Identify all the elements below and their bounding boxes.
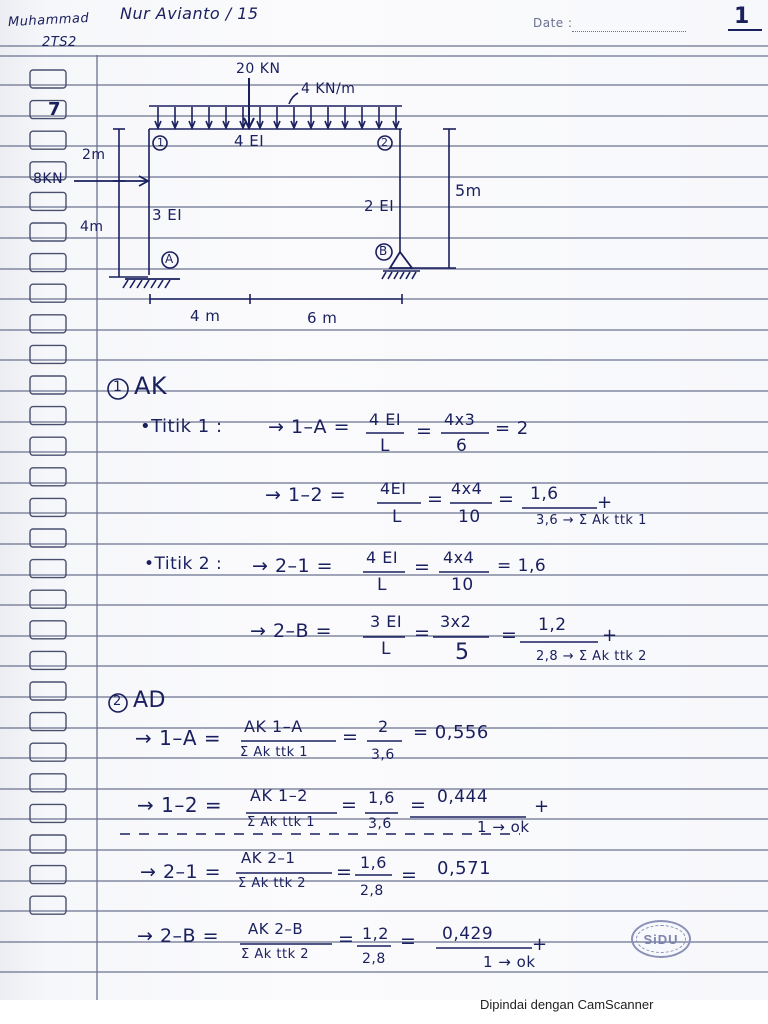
ad-1A-num2: 2 xyxy=(378,717,389,736)
ad-12-num: AK 1–2 xyxy=(250,786,308,805)
ad-sum2-plus: + xyxy=(532,934,548,955)
horizontal-load-label: 8KN xyxy=(33,171,64,187)
student-name: Muhammad xyxy=(7,10,90,31)
support-a-label: A xyxy=(165,252,174,266)
date-label: Date : xyxy=(533,16,573,30)
page-number: 1 xyxy=(734,4,750,29)
ad-2B-num: AK 2–B xyxy=(248,920,304,938)
ak-1A-den1: L xyxy=(380,436,390,456)
ad-12-num2: 1,6 xyxy=(368,788,395,807)
scanner-footer: Dipindai dengan CamScanner xyxy=(480,997,654,1012)
ak-12-num1: 4EI xyxy=(380,479,407,498)
ad-1A-num: AK 1–A xyxy=(244,717,303,736)
sidu-stamp-logo xyxy=(631,920,691,958)
ad-sum1-plus: + xyxy=(534,796,550,817)
joint-2-label: 2 xyxy=(381,136,389,149)
ad-21-den2: 2,8 xyxy=(360,883,384,899)
ak-21-den1: L xyxy=(377,575,387,595)
eq-sign: = xyxy=(400,930,417,952)
ak-1A-num1: 4 EI xyxy=(369,410,402,429)
ak-21-num1: 4 EI xyxy=(366,548,399,567)
ad-21-num2: 1,6 xyxy=(360,853,387,872)
side-box-mark: 7 xyxy=(48,99,62,120)
ad-21-lhs: → 2–1 = xyxy=(140,861,222,883)
sum-ak-titik2: 2,8 → Σ Ak ttk 2 xyxy=(536,649,647,664)
ad-sum2-check: 1 → ok xyxy=(483,953,536,971)
ak-12-den1: L xyxy=(392,507,402,527)
sidu-stamp-text: SiDU xyxy=(643,931,679,947)
ak-21-lhs: → 2–1 = xyxy=(252,555,334,577)
dim-4m-label: 4m xyxy=(80,219,104,235)
eq-sign: = xyxy=(427,488,444,510)
eq-sign: = xyxy=(414,622,431,644)
sum-ak-titik1: 3,6 → Σ Ak ttk 1 xyxy=(536,513,647,528)
eq-sign: = xyxy=(501,624,518,646)
ak-2B-lhs: → 2–B = xyxy=(250,620,333,642)
titik2-label: •Titik 2 : xyxy=(144,554,223,574)
sidu-stamp-inner xyxy=(636,925,686,953)
ak-12-result: 1,6 xyxy=(530,484,559,504)
section1-number: 1 xyxy=(113,379,123,395)
ak-1A-num2: 4x3 xyxy=(444,410,476,429)
eq-sign: = xyxy=(341,794,358,816)
ad-sum1-check: 1 → ok xyxy=(477,818,530,836)
ak-12-num2: 4x4 xyxy=(451,479,483,498)
sum1-plus: + xyxy=(597,492,613,513)
ad-21-den: Σ Ak ttk 2 xyxy=(238,876,307,891)
ak-12-den2: 10 xyxy=(458,507,481,527)
ak-2B-num1: 3 EI xyxy=(370,612,403,631)
sum2-plus: + xyxy=(602,625,618,646)
eq-sign: = xyxy=(410,794,427,816)
ad-2B-num2: 1,2 xyxy=(362,924,389,943)
eq-sign: = xyxy=(498,488,515,510)
ak-1A-den2: 6 xyxy=(456,436,468,456)
right-column-ei: 2 EI xyxy=(364,197,395,215)
left-column-ei: 3 EI xyxy=(152,206,183,224)
span-left-label: 4 m xyxy=(190,307,221,325)
section1-title: AK xyxy=(134,372,168,400)
ad-2B-den: Σ Ak ttk 2 xyxy=(241,947,310,962)
ad-21-num: AK 2–1 xyxy=(241,849,296,867)
dim-5m-label: 5m xyxy=(455,181,482,200)
dim-2m-label: 2m xyxy=(82,147,106,163)
ak-12-lhs: → 1–2 = xyxy=(265,484,347,506)
ak-21-den2: 10 xyxy=(451,575,474,595)
eq-sign: = xyxy=(416,420,433,442)
dist-load-label: 4 KN/m xyxy=(301,81,356,97)
ak-2B-den1: L xyxy=(381,639,391,659)
ak-21-num2: 4x4 xyxy=(443,548,475,567)
ad-2B-den2: 2,8 xyxy=(362,951,386,967)
titik1-label: •Titik 1 : xyxy=(140,416,223,437)
ad-21-result: 0,571 xyxy=(437,858,492,879)
eq-sign: = xyxy=(338,928,355,950)
ad-1A-lhs: → 1–A = xyxy=(135,726,222,750)
ak-1A-lhs: → 1–A = xyxy=(268,416,351,438)
class-label: 2TS2 xyxy=(42,35,77,50)
support-b-label: B xyxy=(379,244,388,258)
eq-sign: = xyxy=(401,864,418,886)
ad-1A-result: = 0,556 xyxy=(413,722,489,743)
ad-12-den2: 3,6 xyxy=(368,816,392,832)
ad-1A-den2: 3,6 xyxy=(371,747,395,763)
ad-12-lhs: → 1–2 = xyxy=(137,793,223,817)
ak-2B-den2: 5 xyxy=(455,640,470,665)
student-name-title: Nur Avianto / 15 xyxy=(120,4,259,23)
ak-2B-result: 1,2 xyxy=(538,615,567,635)
eq-sign: = xyxy=(414,556,431,578)
ak-21-result: = 1,6 xyxy=(497,556,547,576)
beam-ei-label: 4 EI xyxy=(234,132,265,150)
section2-number: 2 xyxy=(113,694,122,709)
span-right-label: 6 m xyxy=(307,309,338,327)
joint-1-label: 1 xyxy=(157,136,165,149)
point-load-label: 20 KN xyxy=(236,61,281,77)
ad-12-den: Σ Ak ttk 1 xyxy=(247,815,316,830)
ak-1A-result: = 2 xyxy=(495,418,529,439)
eq-sign: = xyxy=(342,726,359,748)
ak-2B-num2: 3x2 xyxy=(440,612,472,631)
ad-2B-lhs: → 2–B = xyxy=(137,925,220,947)
section2-title: AD xyxy=(133,688,166,713)
ad-1A-den: Σ Ak ttk 1 xyxy=(240,745,309,760)
ad-2B-result: 0,429 xyxy=(442,924,494,944)
ad-12-result: 0,444 xyxy=(437,787,489,807)
eq-sign: = xyxy=(336,861,353,883)
